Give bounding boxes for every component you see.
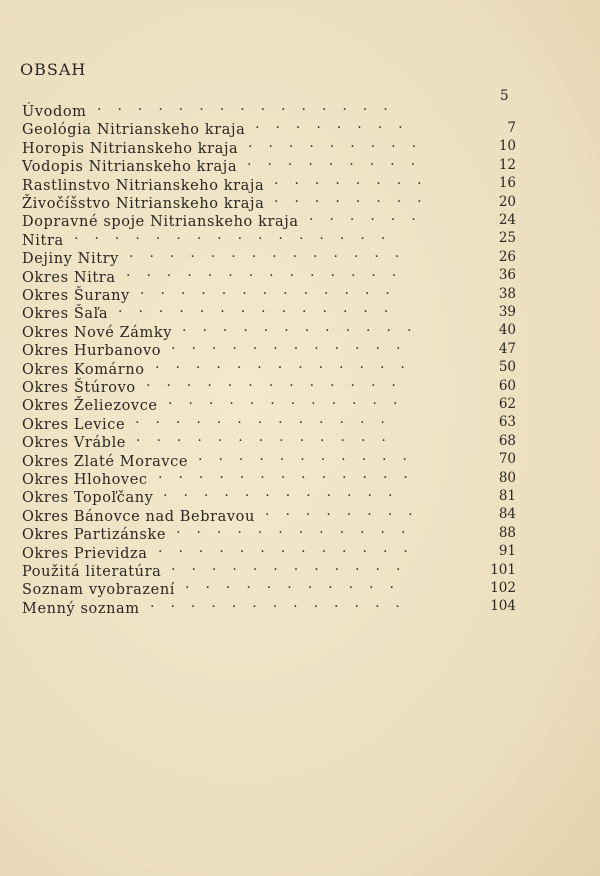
- leader-dots: ............: [171, 337, 417, 354]
- toc-entry-label: Nitra: [22, 232, 64, 249]
- leader-dots: .........: [248, 134, 433, 151]
- toc-entry-label: Okres Zlaté Moravce: [22, 453, 189, 470]
- toc-entry-page: 24: [498, 212, 516, 228]
- toc-entry-label: Okres Levice: [22, 416, 126, 433]
- toc-entry-label: Okres Prievidza: [22, 545, 148, 562]
- leader-dots: .............: [150, 594, 416, 611]
- first-page-number: 5: [500, 88, 509, 104]
- leader-dots: .............: [136, 429, 402, 446]
- toc-entry-page: 68: [498, 432, 516, 449]
- toc-entry-label: Okres Topoľčany: [22, 490, 154, 507]
- toc-entry-page: 81: [498, 488, 516, 504]
- toc-entry-page: 62: [498, 396, 516, 412]
- toc-entry-page: 12: [498, 156, 516, 173]
- leader-dots: ...............: [97, 98, 404, 114]
- toc-entry-label: Živočíšstvo Nitrianskeho kraja: [22, 196, 265, 212]
- toc-entry-label: Použitá literatúra: [22, 564, 162, 580]
- toc-entry-label: Okres Partizánske: [22, 527, 167, 544]
- toc-entry-page: 38: [498, 285, 516, 302]
- toc-entry-page: 10: [498, 138, 516, 155]
- toc-entry-page: 26: [498, 248, 516, 265]
- toc-entry-label: Okres Hurbanovo: [22, 343, 162, 360]
- page-title: OBSAH: [20, 60, 87, 79]
- toc-entry-page: 60: [498, 377, 516, 394]
- toc-entry-label: Okres Štúrovo: [22, 380, 136, 396]
- leader-dots: ........: [255, 116, 419, 133]
- leader-dots: .........: [247, 153, 432, 170]
- toc-entry-page: 36: [498, 267, 516, 284]
- toc-entry-label: Okres Nitra: [22, 269, 116, 286]
- toc-entry-page: 50: [498, 359, 516, 376]
- toc-entry-page: 25: [498, 230, 516, 247]
- leader-dots: .............: [140, 282, 406, 298]
- toc-entry-page: 84: [498, 506, 516, 523]
- toc-entry-page: 102: [490, 580, 516, 596]
- toc-entry-label: Okres Šaľa: [22, 306, 109, 323]
- toc-entry-page: 80: [498, 469, 516, 486]
- leader-dots: ..............: [129, 245, 416, 262]
- toc-entry-label: Okres Vráble: [22, 435, 126, 452]
- toc-entry-label: Vodopis Nitrianskeho kraja: [22, 159, 238, 176]
- leader-dots: ........: [274, 171, 438, 188]
- toc-entry-page: 63: [498, 414, 516, 431]
- toc-entry-page: 20: [498, 193, 516, 210]
- leader-dots: .............: [146, 374, 412, 390]
- toc-entry-label: Rastlinstvo Nitrianskeho kraja: [22, 177, 265, 194]
- toc-entry-label: Okres Komárno: [22, 361, 145, 378]
- toc-entry-label: Okres Nové Zámky: [22, 324, 173, 341]
- leader-dots: .............: [155, 355, 421, 372]
- toc-entry-label: Okres Šurany: [22, 288, 130, 304]
- leader-dots: ...........: [185, 576, 410, 593]
- toc-entry-page: 16: [498, 175, 516, 192]
- leader-dots: ................: [74, 226, 402, 243]
- toc-entry-page: 47: [498, 340, 516, 357]
- leader-dots: ...........: [198, 447, 423, 464]
- toc-entry-label: Geológia Nitrianskeho kraja: [22, 122, 246, 139]
- toc-entry-label: Okres Želiezovce: [22, 398, 158, 415]
- toc-entry-label: Horopis Nitrianskeho kraja: [22, 140, 239, 157]
- leader-dots: ............: [163, 484, 409, 501]
- leader-dots: ............: [168, 392, 414, 409]
- toc-entry-label: Soznam vyobrazení: [22, 582, 176, 599]
- toc-entry-page: 70: [498, 451, 516, 468]
- leader-dots: ............: [171, 558, 417, 574]
- toc-entry-page: 101: [490, 561, 516, 578]
- toc-entry-page: 91: [498, 543, 516, 560]
- leader-dots: ........: [265, 502, 429, 519]
- toc-entry-label: Okres Hlohovec: [22, 472, 148, 488]
- leader-dots: ..............: [126, 263, 413, 280]
- toc-entry-page: 7: [507, 120, 516, 136]
- leader-dots: ............: [182, 318, 428, 335]
- leader-dots: ............: [176, 521, 422, 538]
- toc-entry-label: Dejiny Nitry: [22, 251, 119, 268]
- toc-entry-label: Úvodom: [22, 104, 87, 120]
- toc-entry-label: Menný soznam: [22, 600, 140, 617]
- leader-dots: .............: [158, 466, 424, 482]
- leader-dots: .............: [158, 539, 424, 556]
- toc-entry-page: 39: [498, 304, 516, 320]
- toc-entry-page: 104: [490, 598, 516, 615]
- toc-entry-label: Okres Bánovce nad Bebravou: [22, 508, 255, 525]
- leader-dots: ......: [309, 208, 432, 225]
- toc-entry-page: 40: [498, 322, 516, 339]
- toc-entry-page: 88: [498, 524, 516, 541]
- leader-dots: .............: [135, 410, 401, 427]
- toc-entry-label: Dopravné spoje Nitrianskeho kraja: [22, 214, 299, 231]
- leader-dots: ........: [274, 190, 438, 206]
- leader-dots: ..............: [118, 300, 405, 317]
